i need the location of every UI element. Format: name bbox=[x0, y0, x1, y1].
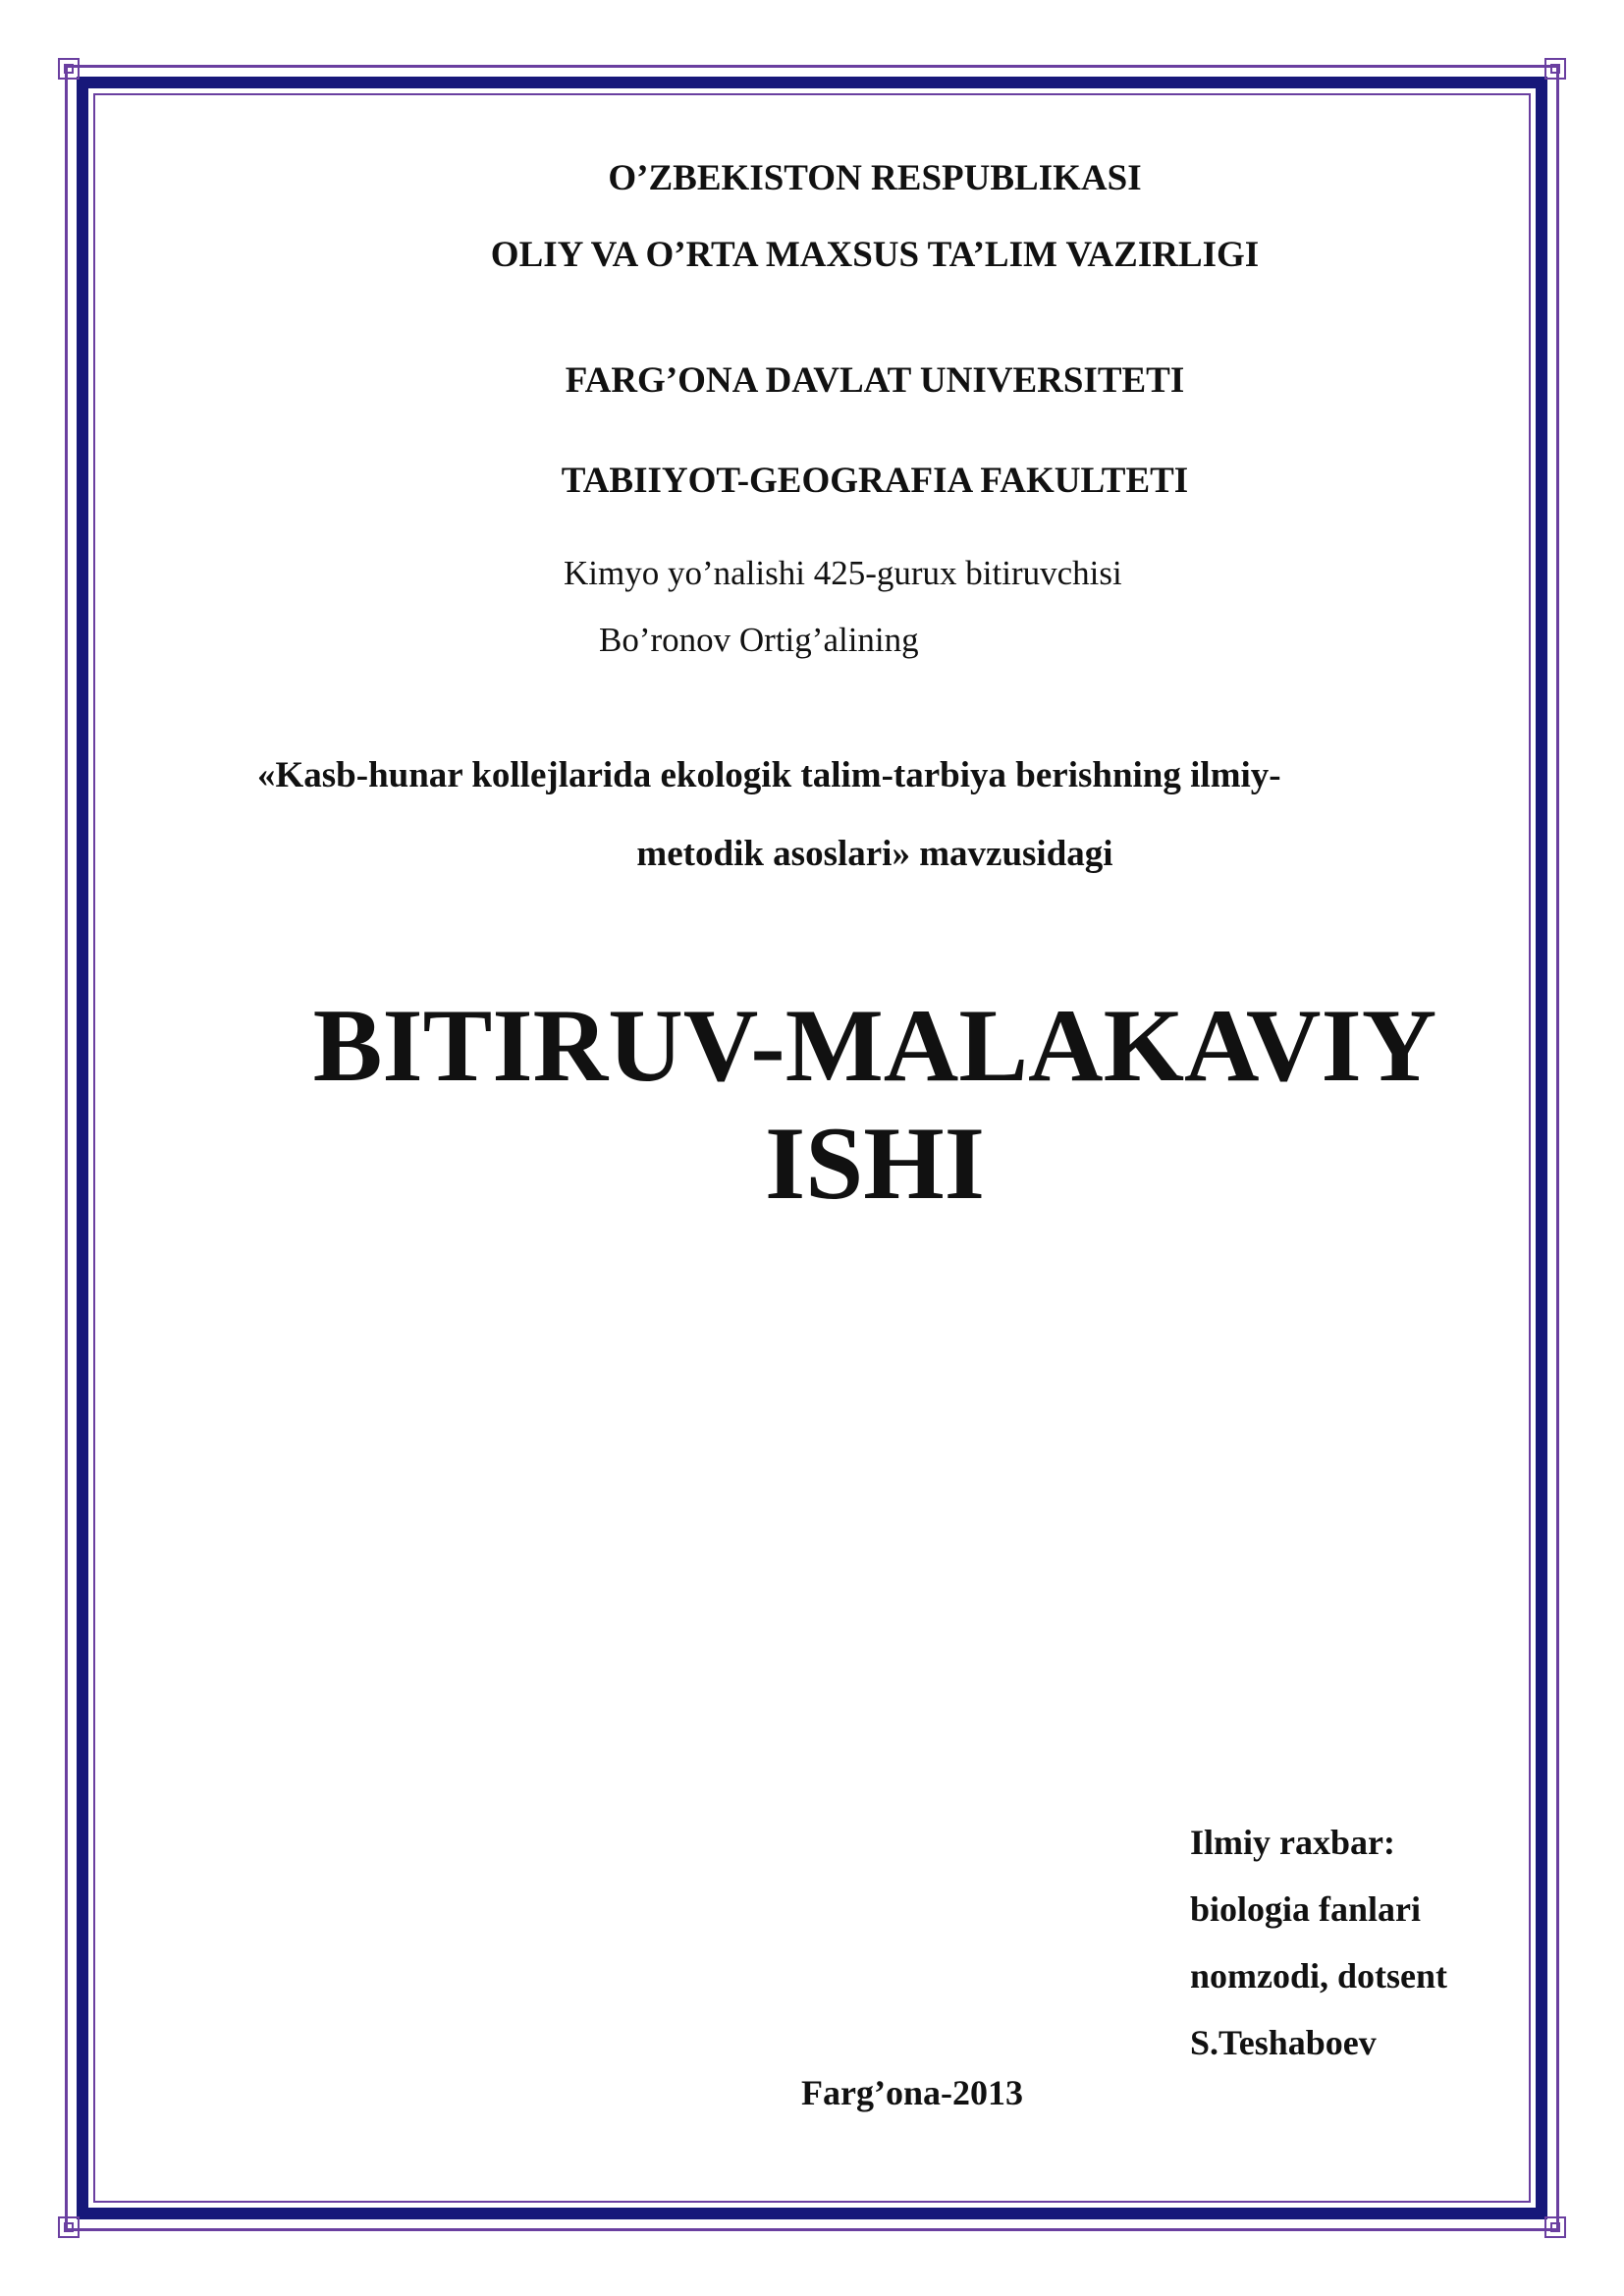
author-group-line: Kimyo yo’nalishi 425-gurux bitiruvchisi bbox=[564, 554, 1122, 592]
faculty-heading: TABIIYOT-GEOGRAFIA FAKULTETI bbox=[561, 461, 1189, 501]
city-year-footer: Farg’ona-2013 bbox=[801, 2073, 1023, 2112]
supervisor-degree-line-1: biologia fanlari bbox=[1190, 1889, 1422, 1929]
supervisor-name: S.Teshaboev bbox=[1190, 2023, 1377, 2062]
thesis-topic-line-2: metodik asoslari» mavzusidagi bbox=[636, 834, 1113, 874]
document-title-line-2: ISHI bbox=[765, 1106, 985, 1221]
supervisor-block bbox=[1190, 1809, 1447, 2076]
ministry-heading: OLIY VA O’RTA MAXSUS TA’LIM VAZIRLIGI bbox=[490, 235, 1260, 275]
document-title-line-1: BITIRUV-MALAKAVIY bbox=[312, 988, 1437, 1103]
university-heading: FARG’ONA DAVLAT UNIVERSITETI bbox=[565, 360, 1185, 401]
border-corner-ornament-icon bbox=[1524, 57, 1567, 100]
country-heading: O’ZBEKISTON RESPUBLIKASI bbox=[608, 158, 1142, 198]
thesis-topic-line-1: «Kasb-hunar kollejlarida ekologik talim-tarbiya berishning ilmiy- bbox=[257, 755, 1281, 795]
supervisor-label: Ilmiy raxbar: bbox=[1190, 1823, 1395, 1862]
border-corner-ornament-icon bbox=[57, 57, 100, 100]
border-corner-ornament-icon bbox=[1524, 2196, 1567, 2239]
supervisor-degree-line-2: nomzodi, dotsent bbox=[1190, 1956, 1448, 1995]
border-corner-ornament-icon bbox=[57, 2196, 100, 2239]
author-name-line: Bo’ronov Ortig’alining bbox=[599, 621, 919, 659]
